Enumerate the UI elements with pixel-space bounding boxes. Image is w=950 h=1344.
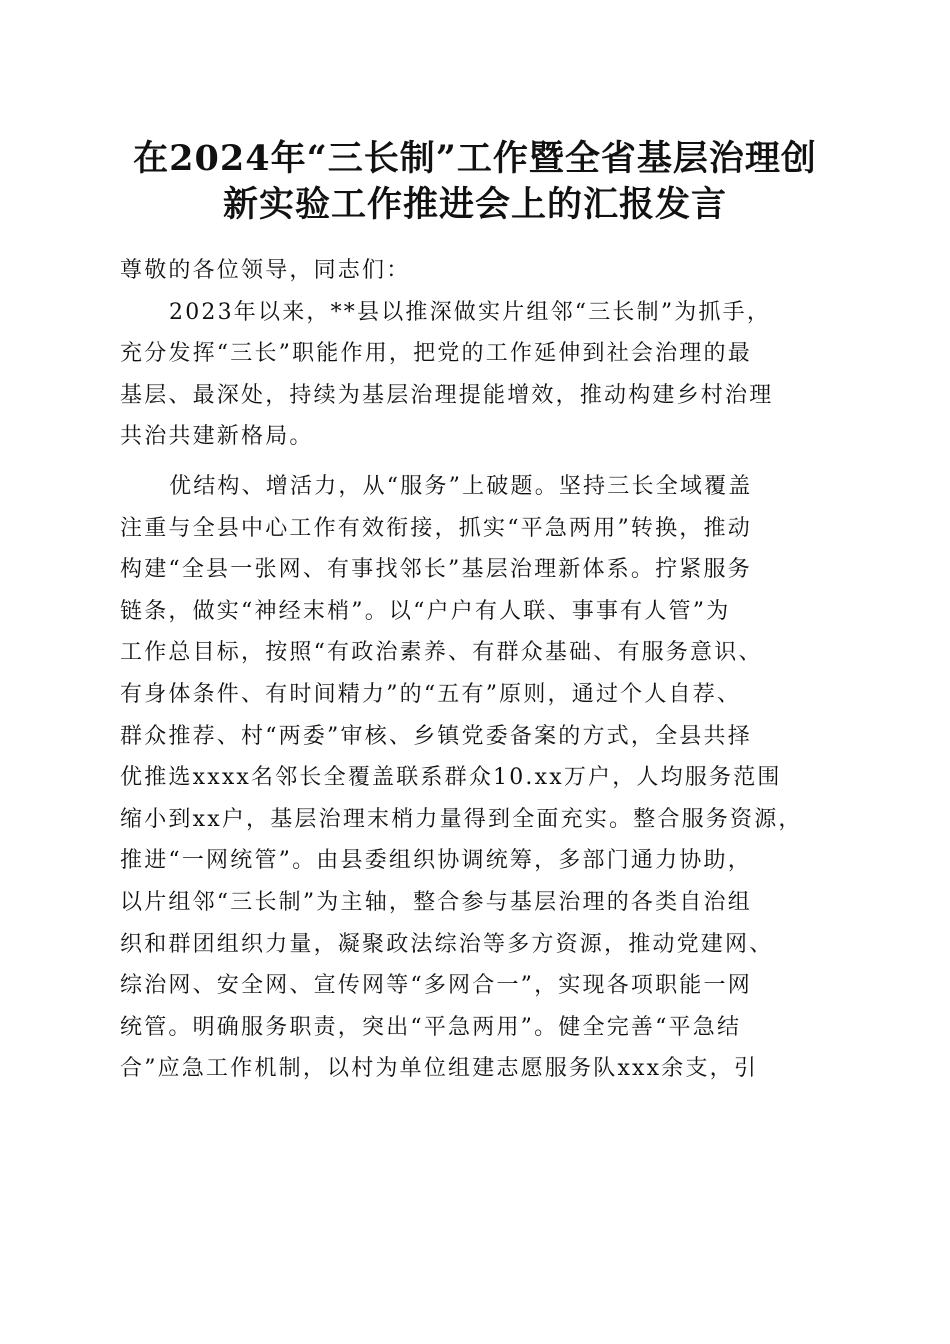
document-title [110, 136, 840, 228]
paragraph-line: 注重与全县中心工作有效衔接，抓实“平急两用”转换，推动 [120, 515, 752, 541]
paragraph-2 [120, 466, 835, 1090]
document-body [120, 250, 835, 1090]
paragraph-line: 群众推荐、村“两委”审核、乡镇党委备案的方式，全县共择 [120, 723, 752, 749]
paragraph-line: 缩小到xx户，基层治理末梢力量得到全面充实。整合服务资源， [120, 806, 803, 832]
paragraph-line: 推进“一网统管”。由县委组织协调统筹，多部门通力协助， [120, 848, 752, 874]
paragraph-line: 充分发挥“三长”职能作用，把党的工作延伸到社会治理的最 [120, 341, 752, 367]
paragraph-line: 优推选xxxx名邻长全覆盖联系群众10.xx万户，人均服务范围 [120, 765, 782, 791]
paragraph-line: 综治网、安全网、宣传网等“多网合一”，实现各项职能一网 [120, 973, 752, 999]
paragraph-line: 合”应急工作机制，以村为单位组建志愿服务队xxx余支，引 [120, 1056, 759, 1082]
paragraph-line: 2023年以来，**县以推深做实片组邻“三长制”为抓手， [169, 299, 772, 325]
paragraph-line: 链条，做实“神经末梢”。以“户户有人联、事事有人管”为 [120, 598, 731, 624]
paragraph-line: 以片组邻“三长制”为主轴，整合参与基层治理的各类自治组 [120, 889, 752, 915]
paragraph-line: 统管。明确服务职责，突出“平急两用”。健全完善“平急结 [120, 1014, 742, 1040]
paragraph-1 [120, 292, 835, 458]
paragraph-line: 优结构、增活力，从“服务”上破题。坚持三长全域覆盖 [169, 473, 753, 499]
paragraph-line: 有身体条件、有时间精力”的“五有”原则，通过个人自荐、 [120, 681, 742, 707]
paragraph-line: 构建“全县一张网、有事找邻长”基层治理新体系。拧紧服务 [120, 557, 752, 583]
paragraph-line: 工作总目标，按照“有政治素养、有群众基础、有服务意识、 [120, 640, 763, 666]
title-line-2: 新实验工作推进会上的汇报发言 [222, 184, 727, 225]
salutation: 尊敬的各位领导，同志们： [120, 258, 411, 283]
paragraph-line: 共治共建新格局。 [120, 424, 314, 450]
title-line-1: 在2024年“三长制”工作暨全省基层治理创 [133, 138, 817, 179]
paragraph-line: 织和群团组织力量，凝聚政法综治等多方资源，推动党建网、 [120, 931, 774, 957]
paragraph-line: 基层、最深处，持续为基层治理提能增效，推动构建乡村治理 [120, 382, 774, 408]
